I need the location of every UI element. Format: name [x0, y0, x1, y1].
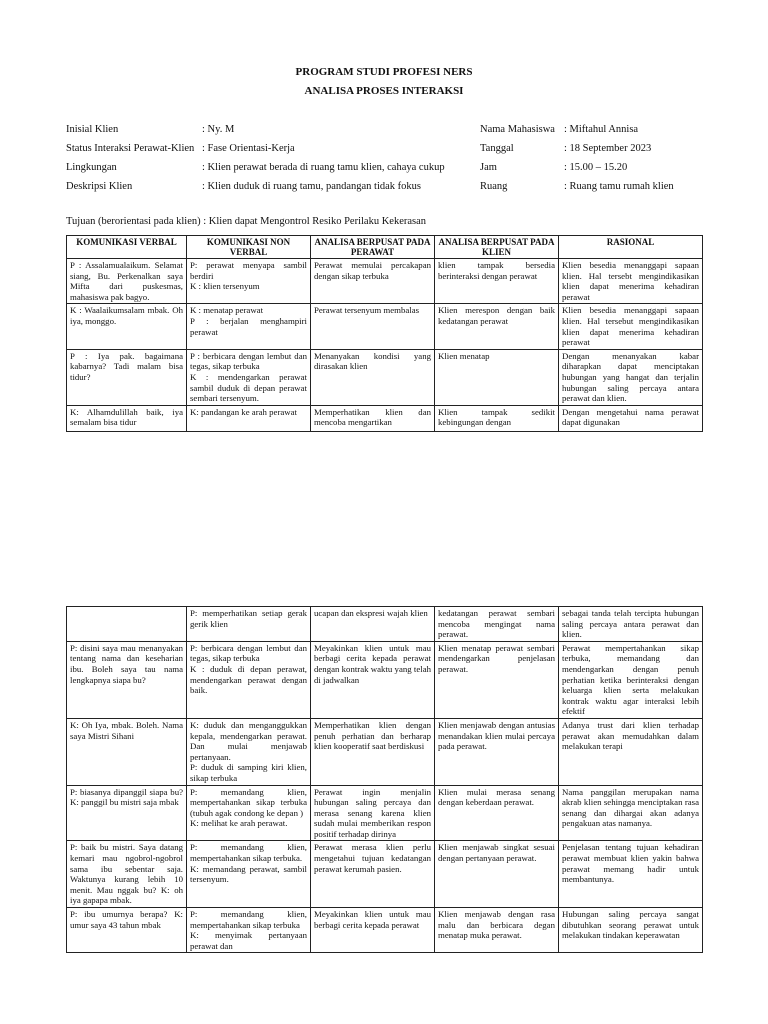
cell-klien: Klien merespon dengan baik kedatangan perawat [435, 304, 559, 349]
cell-nonverbal [187, 641, 311, 718]
info-lingkungan [66, 158, 476, 177]
cell-nonverbal [187, 908, 311, 953]
info-value: : 18 September 2023 [564, 143, 652, 154]
info-value: : Fase Orientasi-Kerja [202, 143, 295, 154]
nonverbal-line: P : berbicara dengan lembut dan tegas, sikap terbuka [190, 350, 307, 372]
cell-verbal: K: Oh Iya, mbak. Boleh. Nama saya Mistri Sihani [67, 718, 187, 785]
header-nonverbal: KOMUNIKASI NON VERBAL [187, 236, 311, 259]
nonverbal-line: P: memperhatikan setiap gerak gerik klien [190, 608, 307, 629]
cell-rasional: Dengan menanyakan kabar diharapkan dapat menciptakan hubungan yang hangat dan terjalin hubungan saling percaya antara perawat dan klien. [559, 349, 703, 405]
info-label: Ruang [480, 181, 508, 192]
nonverbal-line: K: melihat ke arah perawat. [190, 818, 288, 829]
cell-perawat: Memperhatikan klien dengan penuh perhatian dan berharap klien kooperatif saat berdiskusi [311, 718, 435, 785]
info-label: Inisial Klien [66, 124, 119, 135]
info-status-interaksi [66, 139, 476, 158]
nonverbal-line: K : menatap perawat [190, 305, 264, 316]
cell-klien: Klien menatap [435, 349, 559, 405]
cell-rasional: Nama panggilan merupakan nama akrab klien sehingga menciptakan rasa senang dan dihargai akan adanya pengakuan atas namanya. [559, 785, 703, 841]
nonverbal-line: K: pandangan ke arah perawat [190, 406, 297, 417]
info-value: : Miftahul Annisa [564, 124, 639, 135]
cell-perawat: Meyakinkan klien untuk mau berbagi cerita kepada perawat [311, 908, 435, 953]
nonverbal-line: K : mendengarkan perawat sambil duduk di depan perawat sembari tersenyum. [190, 371, 307, 404]
nonverbal-line: P: berbicara dengan lembut dan tegas, sikap terbuka [190, 642, 307, 664]
cell-nonverbal [187, 785, 311, 841]
cell-verbal: P: biasanya dipanggil siapa bu? K: panggil bu mistri saja mbak [67, 785, 187, 841]
cell-nonverbal [187, 259, 311, 304]
table-row [67, 607, 703, 642]
info-nama-mahasiswa [480, 120, 700, 139]
cell-klien: Klien menjawab dengan rasa malu dan berbicara degan menatap muka perawat. [435, 908, 559, 953]
cell-klien: Klien tampak sedikit kebingungan dengan [435, 405, 559, 431]
table-row [67, 908, 703, 953]
table-row [67, 405, 703, 431]
info-label: Lingkungan [66, 162, 117, 173]
nonverbal-line: K: menyimak pertanyaan perawat dan [190, 930, 307, 951]
info-ruang [480, 177, 700, 196]
info-left [66, 120, 476, 196]
cell-nonverbal [187, 349, 311, 405]
cell-rasional: Perawat mempertahankan sikap terbuka, memandang dan mendengarkan dengan penuh perhatian ketika berinteraksi dengan keluarga klien serta melakukan kontrak waktu agar interaksi lebih efektif [559, 641, 703, 718]
info-label: Deskripsi Klien [66, 181, 133, 192]
info-value: : Klien perawat berada di ruang tamu klien, cahaya cukup [202, 162, 445, 173]
cell-verbal: P : Iya pak. bagaimana kabarnya? Tadi malam bisa tidur? [67, 349, 187, 405]
info-inisial-klien [66, 120, 476, 139]
tujuan-text: Tujuan (berorientasi pada klien) : Klien dapat Mengontrol Resiko Perilaku Kekerasan [66, 216, 427, 227]
nonverbal-line: P : berjalan menghampiri perawat [190, 315, 307, 337]
cell-verbal: P : Assalamualaikum. Selamat siang, Bu. Perkenalkan saya Mifta dari puskesmas, mahasiswa pak bagyo. [67, 259, 187, 304]
cell-rasional: Adanya trust dari klien terhadap perawat akan memudahkan dalam melakukan terapi [559, 718, 703, 785]
cell-klien: Klien menjawab dengan antusias menandakan klien mulai percaya pada perawat. [435, 718, 559, 785]
info-right [480, 120, 700, 196]
table-header-row [67, 236, 703, 259]
nonverbal-line: P: memandang klien, mempertahankan sikap terbuka (tubuh agak condong ke depan ) [190, 786, 307, 818]
nonverbal-line: K: memandang perawat, sambil tersenyum. [190, 863, 307, 885]
info-value: : 15.00 – 15.20 [564, 162, 628, 173]
cell-perawat: Perawat ingin menjalin hubungan saling percaya dan merasa senang karena klien sudah mulai memberikan respon positif terhadap dirinya [311, 785, 435, 841]
header-klien: ANALISA BERPUSAT PADA KLIEN [435, 236, 559, 259]
header-perawat: ANALISA BERPUSAT PADA PERAWAT [311, 236, 435, 259]
nonverbal-line: P: duduk di samping kiri klien, sikap terbuka [190, 762, 307, 783]
info-value: : Ruang tamu rumah klien [564, 181, 674, 192]
cell-nonverbal [187, 405, 311, 431]
info-jam [480, 158, 700, 177]
info-tanggal [480, 139, 700, 158]
cell-klien: Klien menatap perawat sembari mendengarkan penjelasan perawat. [435, 641, 559, 718]
cell-rasional: Klien besedia menanggapi sapaan klien. Hal tersebut mengindikasikan klien dapat menerima kehadiran perawat [559, 304, 703, 349]
nonverbal-line: P: memandang klien, mempertahankan sikap terbuka [190, 909, 307, 930]
table-row [67, 304, 703, 349]
cell-perawat: Menanyakan kondisi yang dirasakan klien [311, 349, 435, 405]
cell-verbal: K : Waalaikumsalam mbak. Oh iya, monggo. [67, 304, 187, 349]
header-rasional: RASIONAL [559, 236, 703, 259]
table-row [67, 349, 703, 405]
table-row [67, 841, 703, 908]
info-label: Tanggal [480, 143, 514, 154]
nonverbal-line: K : duduk di depan perawat, mendengarkan perawat dengan baik. [190, 663, 307, 696]
cell-verbal [67, 607, 187, 642]
cell-klien: Klien mulai merasa senang dengan keberdaan perawat. [435, 785, 559, 841]
cell-perawat: Perawat tersenyum membalas [311, 304, 435, 349]
interaction-table-page1 [66, 235, 703, 432]
cell-rasional: Hubungan saling percaya sangat dibutuhkan seorang perawat untuk melakukan tindakan keperawatan [559, 908, 703, 953]
page-subtitle: ANALISA PROSES INTERAKSI [304, 85, 464, 97]
cell-klien: kedatangan perawat sembari mencoba mengingat nama perawat. [435, 607, 559, 642]
cell-verbal: P: ibu umurnya berapa? K: umur saya 43 tahun mbak [67, 908, 187, 953]
cell-perawat: Meyakinkan klien untuk mau berbagi cerita kepada perawat dengan kontrak waktu yang telah di jadwalkan [311, 641, 435, 718]
page-title: PROGRAM STUDI PROFESI NERS [295, 66, 473, 78]
cell-perawat: Perawat memulai percakapan dengan sikap terbuka [311, 259, 435, 304]
info-value: : Ny. M [202, 124, 235, 135]
cell-nonverbal [187, 304, 311, 349]
table-row [67, 718, 703, 785]
cell-verbal: K: Alhamdulillah baik, iya semalam bisa tidur [67, 405, 187, 431]
cell-rasional: sebagai tanda telah tercipta hubungan saling percaya antara perawat dan klien. [559, 607, 703, 642]
info-value: : Klien duduk di ruang tamu, pandangan tidak fokus [202, 181, 421, 192]
table-row [67, 641, 703, 718]
table-row [67, 785, 703, 841]
cell-nonverbal [187, 718, 311, 785]
cell-rasional: Dengan mengetahui nama perawat dapat digunakan [559, 405, 703, 431]
nonverbal-line: K: duduk dan menganggukkan kepala, mendengarkan perawat. Dan mulai menjawab pertanyaan. [190, 719, 307, 762]
info-label: Nama Mahasiswa [480, 124, 555, 135]
info-label: Status Interaksi Perawat-Klien [66, 143, 195, 154]
nonverbal-line: K : klien tersenyum [190, 281, 260, 292]
cell-rasional: Penjelasan tentang tujuan kehadiran perawat membuat klien yakin bahwa perawat memang hadir untuk membantunya. [559, 841, 703, 908]
header-verbal: KOMUNIKASI VERBAL [67, 236, 187, 259]
cell-verbal: P: disini saya mau menanyakan tentang nama dan keseharian ibu. Boleh saya tau nama lengkapnya siapa bu? [67, 641, 187, 718]
nonverbal-line: P: memandang klien, mempertahankan sikap terbuka. [190, 842, 307, 864]
cell-perawat: Perawat merasa klien perlu mengetahui tujuan kedatangan perawat kerumah pasien. [311, 841, 435, 908]
table-row [67, 259, 703, 304]
cell-rasional: Klien besedia menanggapi sapaan klien. Hal tersebt mengindikasikan klien dapat menerima kehadiran perawat [559, 259, 703, 304]
cell-klien: klien tampak bersedia berinteraksi dengan perawat [435, 259, 559, 304]
cell-perawat: ucapan dan ekspresi wajah klien [311, 607, 435, 642]
cell-nonverbal [187, 607, 311, 642]
cell-klien: Klien menjawab singkat sesuai dengan pertanyaan perawat. [435, 841, 559, 908]
cell-nonverbal [187, 841, 311, 908]
cell-verbal: P: baik bu mistri. Saya datang kemari mau ngobrol-ngobrol sama ibu sebentar saja. Waktunya kurang lebih 10 menit. Mau nggak bu? K: oh iya gapapa mbak. [67, 841, 187, 908]
info-deskripsi-klien [66, 177, 476, 196]
nonverbal-line: P: perawat menyapa sambil berdiri [190, 260, 307, 281]
info-label: Jam [480, 162, 497, 173]
interaction-table-page2 [66, 606, 703, 953]
cell-perawat: Memperhatikan klien dan mencoba mengartikan [311, 405, 435, 431]
